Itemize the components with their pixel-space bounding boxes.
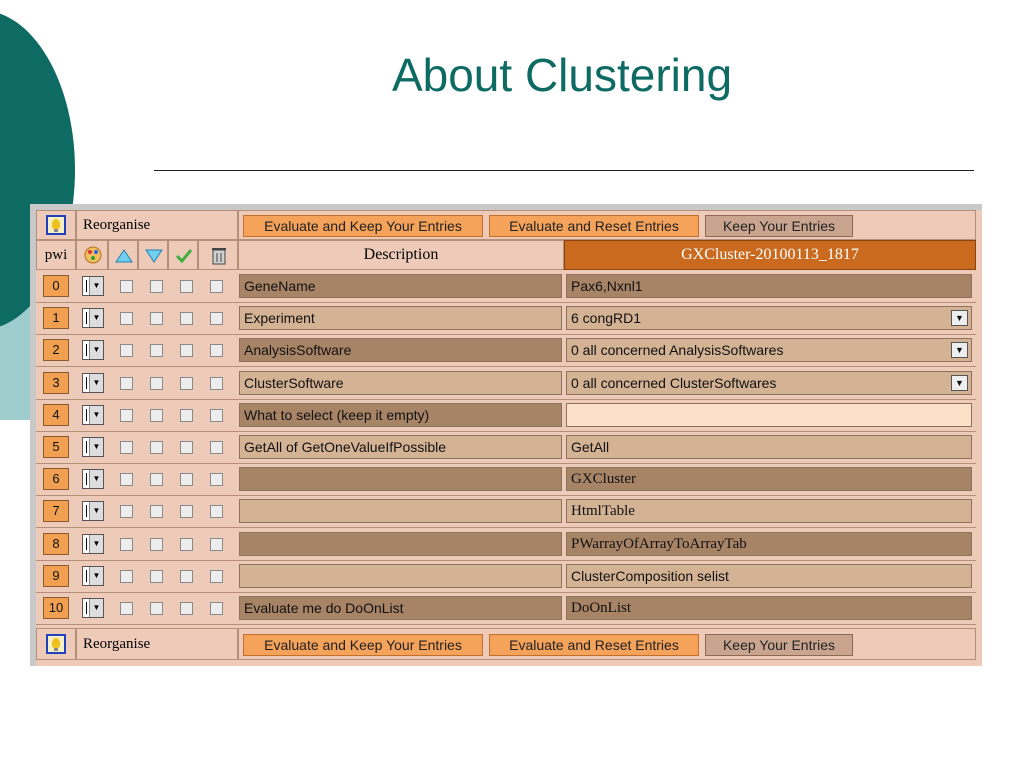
top-bulb-cell xyxy=(36,210,76,240)
move-down-checkbox[interactable] xyxy=(150,570,163,583)
table-row xyxy=(36,561,976,593)
row-action-select[interactable] xyxy=(82,534,104,554)
description-field[interactable] xyxy=(239,532,562,556)
value-text: 0 all concerned AnalysisSoftwares xyxy=(571,342,784,358)
table-row xyxy=(36,529,976,561)
dropdown-arrow-icon: ▼ xyxy=(89,406,103,424)
top-button-bar xyxy=(238,210,976,240)
row-action-select[interactable] xyxy=(82,340,104,360)
value-text: PWarrayOfArrayToArrayTab xyxy=(571,536,747,552)
evaluate-keep-button-top[interactable]: Evaluate and Keep Your Entries xyxy=(243,215,483,237)
select-checkbox[interactable] xyxy=(180,602,193,615)
move-up-checkbox[interactable] xyxy=(120,538,133,551)
table-row xyxy=(36,303,976,335)
delete-checkbox[interactable] xyxy=(210,473,223,486)
row-action-select[interactable] xyxy=(82,276,104,296)
delete-checkbox[interactable] xyxy=(210,505,223,518)
move-up-checkbox[interactable] xyxy=(120,602,133,615)
description-field[interactable] xyxy=(239,499,562,523)
move-down-checkbox[interactable] xyxy=(150,409,163,422)
dropdown-arrow-icon: ▼ xyxy=(89,599,103,617)
value-select[interactable] xyxy=(566,371,972,395)
move-up-checkbox[interactable] xyxy=(120,441,133,454)
select-checkbox[interactable] xyxy=(180,473,193,486)
row-action-select[interactable] xyxy=(82,598,104,618)
select-checkbox[interactable] xyxy=(180,377,193,390)
arrow-down-icon[interactable] xyxy=(144,248,164,264)
value-field[interactable] xyxy=(566,564,972,588)
value-text: DoOnList xyxy=(571,600,631,616)
delete-checkbox[interactable] xyxy=(210,538,223,551)
row-index-button[interactable]: 6 xyxy=(43,468,69,490)
move-up-checkbox[interactable] xyxy=(120,344,133,357)
move-down-checkbox[interactable] xyxy=(150,280,163,293)
dropdown-arrow-icon: ▼ xyxy=(89,535,103,553)
move-up-checkbox[interactable] xyxy=(120,505,133,518)
dropdown-arrow-icon[interactable]: ▼ xyxy=(951,342,968,358)
table-row xyxy=(36,464,976,496)
table-row xyxy=(36,593,976,625)
reorganise-label-bottom[interactable]: Reorganise xyxy=(76,628,238,660)
value-text: GXCluster xyxy=(571,471,636,487)
row-action-select[interactable] xyxy=(82,566,104,586)
reorganise-label-top[interactable]: Reorganise xyxy=(76,210,238,240)
select-checkbox[interactable] xyxy=(180,312,193,325)
row-index-button[interactable]: 4 xyxy=(43,404,69,426)
delete-checkbox[interactable] xyxy=(210,344,223,357)
delete-checkbox[interactable] xyxy=(210,441,223,454)
form-table xyxy=(36,210,982,666)
select-checkbox[interactable] xyxy=(180,505,193,518)
description-field[interactable]: ClusterSoftware xyxy=(239,371,562,395)
description-field[interactable] xyxy=(239,467,562,491)
value-text: ClusterComposition selist xyxy=(571,568,729,584)
row-index-button[interactable]: 10 xyxy=(43,597,69,619)
pwi-header: pwi xyxy=(36,240,76,270)
move-up-checkbox[interactable] xyxy=(120,570,133,583)
value-text: HtmlTable xyxy=(571,503,635,519)
dropdown-arrow-icon: ▼ xyxy=(89,567,103,585)
dropdown-arrow-icon: ▼ xyxy=(89,374,103,392)
move-down-checkbox[interactable] xyxy=(150,312,163,325)
dropdown-arrow-icon: ▼ xyxy=(89,277,103,295)
move-down-checkbox[interactable] xyxy=(150,441,163,454)
value-column-header: GXCluster-20100113_1817 xyxy=(564,240,976,270)
form-panel xyxy=(30,204,982,666)
row-action-select[interactable] xyxy=(82,308,104,328)
row-index-button[interactable]: 8 xyxy=(43,533,69,555)
value-field[interactable] xyxy=(566,403,972,427)
move-down-header-cell xyxy=(138,240,168,270)
dropdown-arrow-icon: ▼ xyxy=(89,309,103,327)
evaluate-reset-button-top[interactable]: Evaluate and Reset Entries xyxy=(489,215,699,237)
row-action-select[interactable] xyxy=(82,373,104,393)
dropdown-arrow-icon[interactable]: ▼ xyxy=(951,375,968,391)
keep-entries-button-bottom[interactable]: Keep Your Entries xyxy=(705,634,853,656)
description-field[interactable] xyxy=(239,564,562,588)
table-row xyxy=(36,400,976,432)
value-field[interactable] xyxy=(566,499,972,523)
description-field[interactable]: GetAll of GetOneValueIfPossible xyxy=(239,435,562,459)
row-action-select[interactable] xyxy=(82,405,104,425)
description-header: Description xyxy=(238,240,564,270)
value-field[interactable] xyxy=(566,532,972,556)
select-checkbox[interactable] xyxy=(180,344,193,357)
row-action-select[interactable] xyxy=(82,469,104,489)
title-divider xyxy=(154,170,974,171)
row-index-button[interactable]: 7 xyxy=(43,500,69,522)
dropdown-arrow-icon: ▼ xyxy=(89,470,103,488)
evaluate-reset-button-bottom[interactable]: Evaluate and Reset Entries xyxy=(489,634,699,656)
check-header-cell xyxy=(168,240,198,270)
checkmark-icon[interactable] xyxy=(174,247,194,265)
table-row xyxy=(36,368,976,400)
delete-checkbox[interactable] xyxy=(210,409,223,422)
move-down-checkbox[interactable] xyxy=(150,377,163,390)
description-field[interactable]: What to select (keep it empty) xyxy=(239,403,562,427)
table-row xyxy=(36,432,976,464)
dropdown-arrow-icon: ▼ xyxy=(89,438,103,456)
dropdown-arrow-icon[interactable]: ▼ xyxy=(951,310,968,326)
value-field[interactable] xyxy=(566,467,972,491)
description-field[interactable]: AnalysisSoftware xyxy=(239,338,562,362)
move-up-checkbox[interactable] xyxy=(120,409,133,422)
dropdown-arrow-icon: ▼ xyxy=(89,502,103,520)
move-up-checkbox[interactable] xyxy=(120,280,133,293)
delete-header-cell xyxy=(198,240,238,270)
palette-header-cell xyxy=(76,240,108,270)
select-checkbox[interactable] xyxy=(180,280,193,293)
move-down-checkbox[interactable] xyxy=(150,505,163,518)
value-field[interactable] xyxy=(566,274,972,298)
value-select[interactable] xyxy=(566,306,972,330)
arrow-up-icon[interactable] xyxy=(114,248,134,264)
value-text: 0 all concerned ClusterSoftwares xyxy=(571,375,777,391)
row-index-button[interactable]: 3 xyxy=(43,372,69,394)
value-field[interactable] xyxy=(566,435,972,459)
bottom-button-bar xyxy=(238,628,976,660)
description-field[interactable]: Experiment xyxy=(239,306,562,330)
bottom-bulb-cell xyxy=(36,628,76,660)
row-index-button[interactable]: 5 xyxy=(43,436,69,458)
delete-checkbox[interactable] xyxy=(210,280,223,293)
row-action-select[interactable] xyxy=(82,501,104,521)
table-row xyxy=(36,496,976,528)
move-down-checkbox[interactable] xyxy=(150,538,163,551)
dropdown-arrow-icon: ▼ xyxy=(89,341,103,359)
value-text: Pax6,Nxnl1 xyxy=(571,278,643,294)
delete-checkbox[interactable] xyxy=(210,377,223,390)
delete-checkbox[interactable] xyxy=(210,602,223,615)
move-up-checkbox[interactable] xyxy=(120,312,133,325)
row-index-button[interactable]: 9 xyxy=(43,565,69,587)
evaluate-keep-button-bottom[interactable]: Evaluate and Keep Your Entries xyxy=(243,634,483,656)
delete-checkbox[interactable] xyxy=(210,570,223,583)
delete-checkbox[interactable] xyxy=(210,312,223,325)
value-text: GetAll xyxy=(571,439,610,455)
value-select[interactable] xyxy=(566,338,972,362)
move-down-checkbox[interactable] xyxy=(150,473,163,486)
description-field[interactable]: GeneName xyxy=(239,274,562,298)
table-row xyxy=(36,271,976,303)
select-checkbox[interactable] xyxy=(180,409,193,422)
select-checkbox[interactable] xyxy=(180,441,193,454)
table-row xyxy=(36,335,976,367)
description-field[interactable]: Evaluate me do DoOnList xyxy=(239,596,562,620)
row-action-select[interactable] xyxy=(82,437,104,457)
move-up-checkbox[interactable] xyxy=(120,473,133,486)
row-index-button[interactable]: 2 xyxy=(43,339,69,361)
value-text: 6 congRD1 xyxy=(571,310,642,326)
value-field[interactable] xyxy=(566,596,972,620)
keep-entries-button-top[interactable]: Keep Your Entries xyxy=(705,215,853,237)
move-up-checkbox[interactable] xyxy=(120,377,133,390)
lightbulb-icon[interactable] xyxy=(46,634,66,654)
row-index-button[interactable]: 0 xyxy=(43,275,69,297)
select-checkbox[interactable] xyxy=(180,570,193,583)
move-up-header-cell xyxy=(108,240,138,270)
row-index-button[interactable]: 1 xyxy=(43,307,69,329)
move-down-checkbox[interactable] xyxy=(150,344,163,357)
move-down-checkbox[interactable] xyxy=(150,602,163,615)
slide-title: About Clustering xyxy=(391,49,733,101)
trash-icon[interactable] xyxy=(211,246,227,266)
palette-icon[interactable] xyxy=(83,245,103,265)
lightbulb-icon[interactable] xyxy=(46,215,66,235)
select-checkbox[interactable] xyxy=(180,538,193,551)
